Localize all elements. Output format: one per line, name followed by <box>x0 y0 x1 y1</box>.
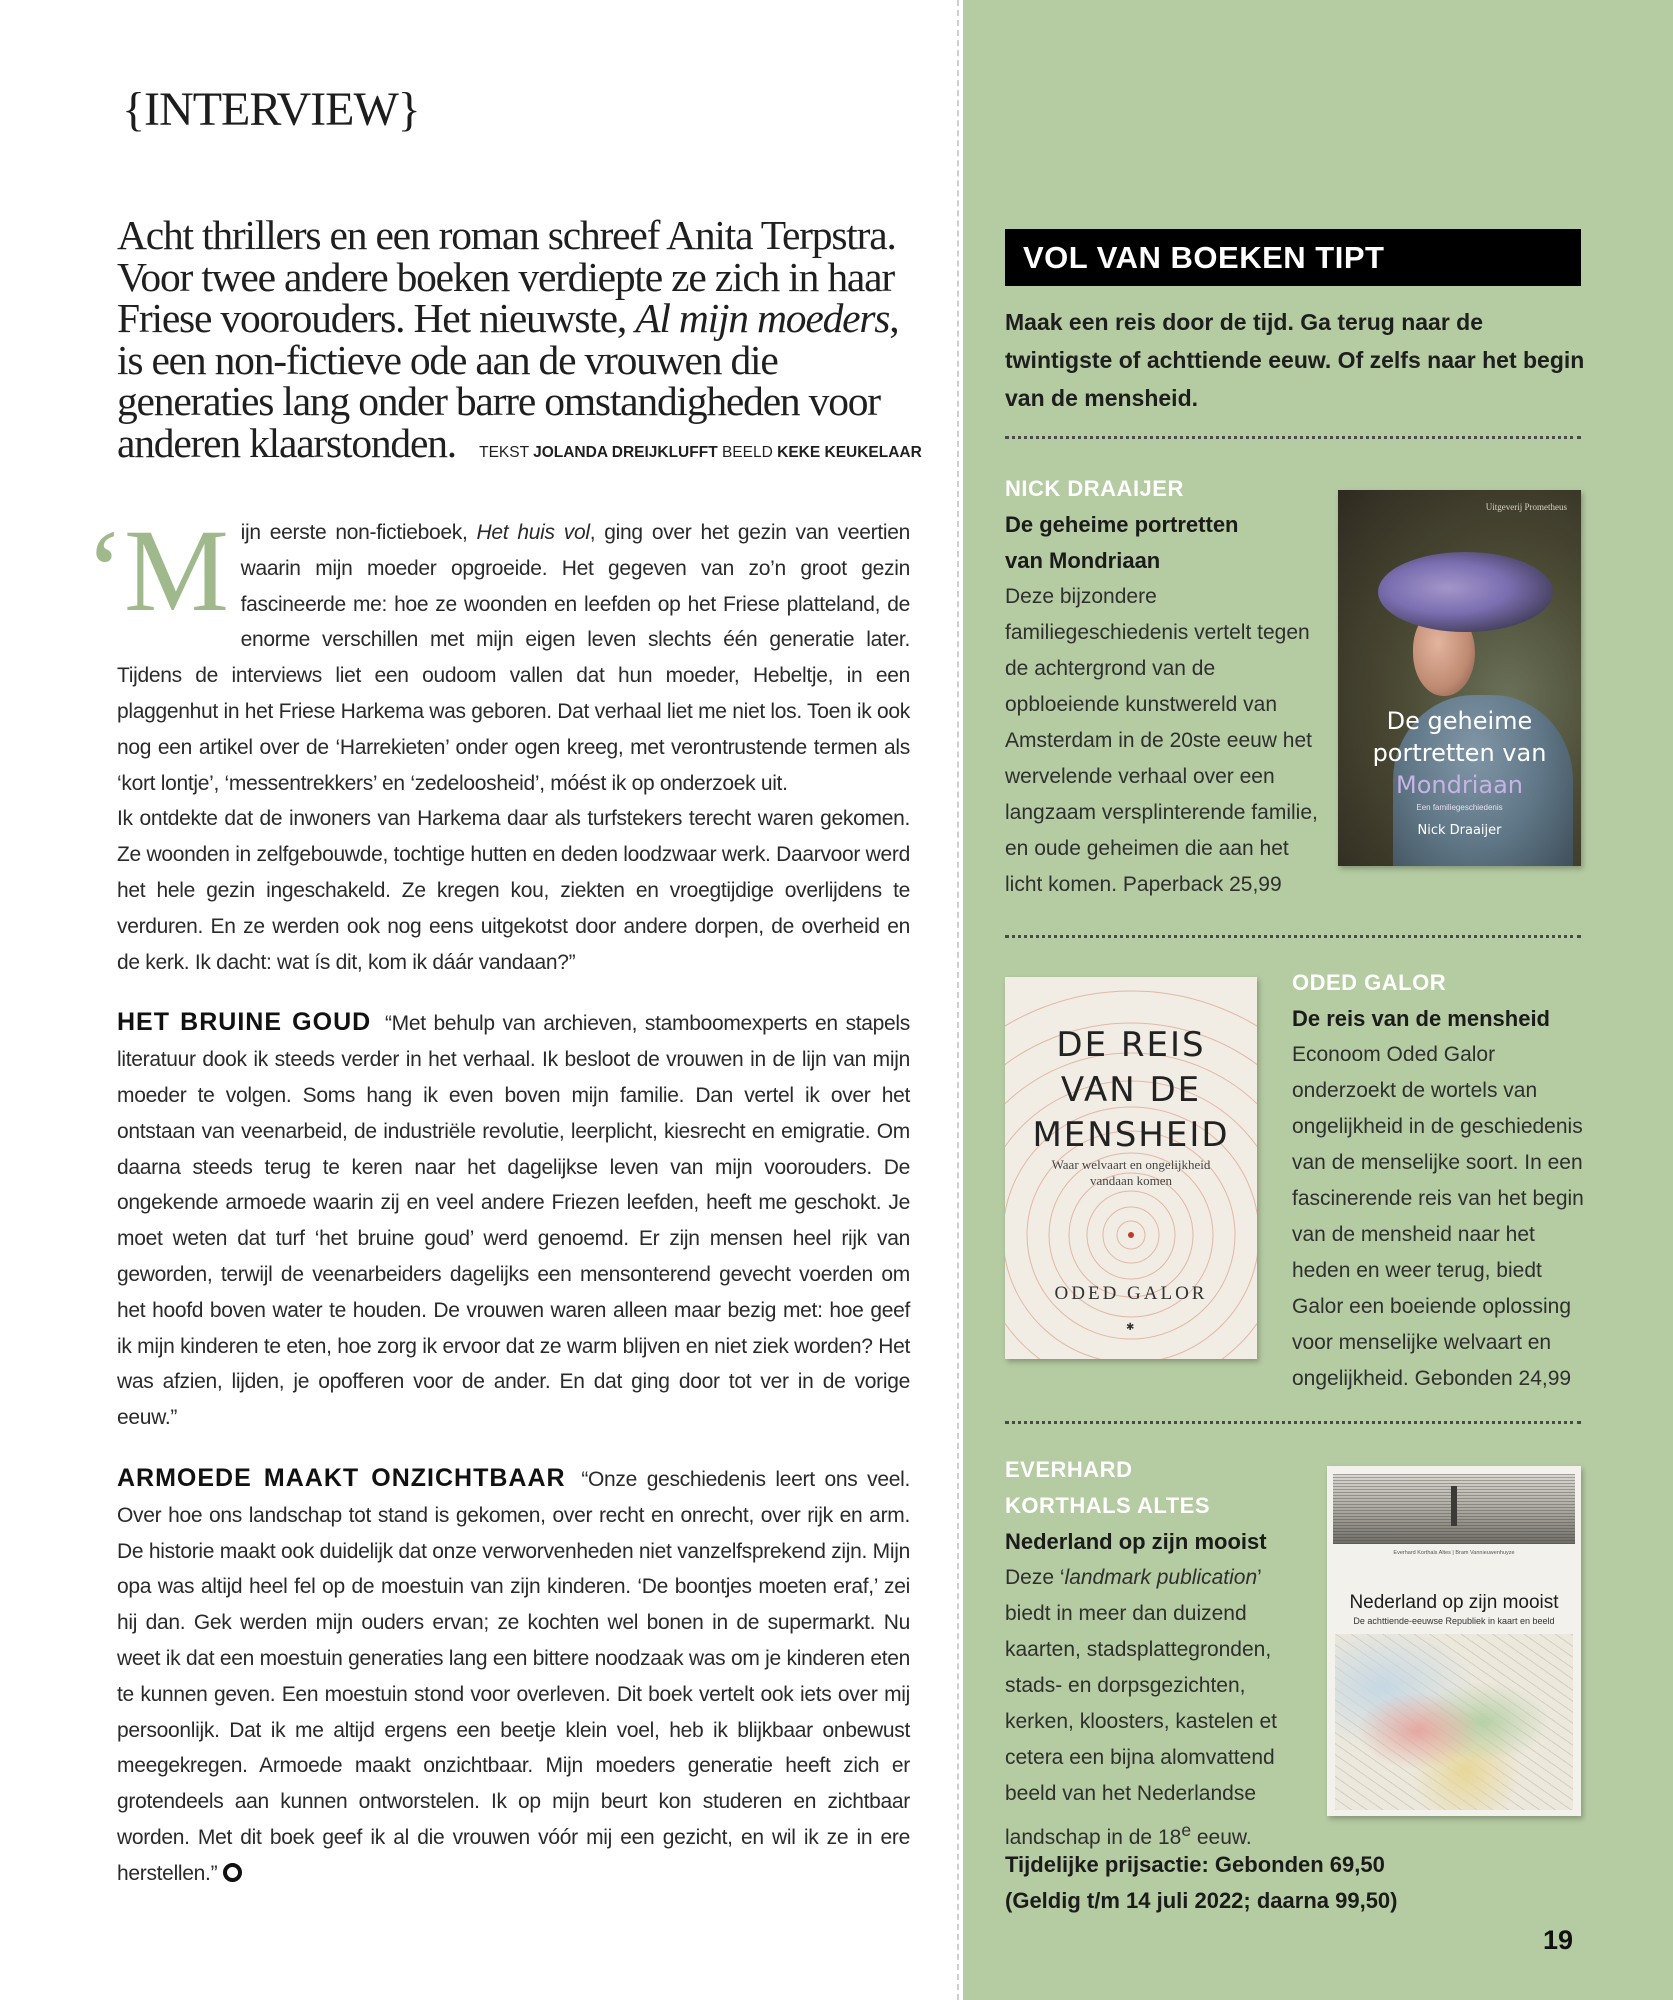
dotted-separator <box>1005 1421 1581 1424</box>
dropcap: ‘M <box>85 505 229 636</box>
cover-3-map <box>1335 1634 1573 1810</box>
credit-photo-name: KEKE KEUKELAAR <box>777 443 922 461</box>
cover-2-line1: DE REIS <box>1056 1025 1206 1065</box>
book-1-author: NICK DRAAIJER <box>1005 476 1184 501</box>
book-3-price-line2: (Geldig t/m 14 juli 2022; daarna 99,50) <box>1005 1888 1398 1913</box>
section-label: {INTERVIEW} <box>122 83 420 136</box>
book-2-description: Econoom Oded Galor onderzoekt de wortels van ongelijkheid in de geschiedenis van de menselijke soort. In een fascinerende reis van het begin van de mensheid naar het heden en weer terug, biedt Galor een boeiende oplossing voor menselijke welvaart en ongelijkheid. Gebonden 24,99 <box>1292 1043 1584 1390</box>
portrait-hat <box>1378 552 1553 632</box>
sidebar-heading: VOL VAN BOEKEN TIPT <box>1005 229 1581 286</box>
article-paragraph-3 <box>117 1005 910 1436</box>
sidebar-intro: Maak een reis door de tijd. Ga terug naar de twintigste of achttiende eeuw. Of zelfs naar het begin van de mensheid. <box>1005 309 1585 411</box>
cover-1-line2: portretten van <box>1372 739 1547 767</box>
cover-1-author: Nick Draaijer <box>1417 823 1502 838</box>
p1-book-title: Het huis vol <box>476 521 590 544</box>
book-2-title: De reis van de mensheid <box>1292 1006 1550 1031</box>
book-tip-2 <box>1292 965 1592 1397</box>
cover-1-subtitle: Een familiegeschiedenis <box>1416 803 1503 812</box>
column-divider <box>957 0 959 2000</box>
book-3-desc-after: ’ biedt in meer dan duizend kaarten, stadsplattegronden, stads- en dorpsgezichten, kerken, kloosters, kastelen et cetera een bijna alomvattend beeld van het Nederlandse landschap in de 18 <box>1005 1566 1277 1849</box>
book-3-cover <box>1327 1466 1581 1816</box>
article-body <box>85 505 911 1891</box>
subhead-armoede: ARMOEDE MAAKT ONZICHTBAAR <box>117 1463 566 1492</box>
book-tip-1 <box>1005 471 1325 903</box>
cover-2-author: ODED GALOR <box>1054 1283 1208 1304</box>
intro-text-before: Acht thrillers en een roman schreef Anita Terpstra. Voor twee andere boeken verdiepte ze zich in haar Friese voorouders. Het nieuwste, <box>117 212 896 341</box>
book-3-description <box>1005 1560 1310 1856</box>
intro-book-title: Al mijn moeders <box>635 295 890 341</box>
cover-1-line1: De geheime <box>1386 707 1533 735</box>
cover-2-subtitle-line1: Waar welvaart en ongelijkheid <box>1051 1157 1211 1172</box>
cover-1-line3: Mondriaan <box>1396 771 1523 799</box>
credit-photo-label: BEELD <box>721 443 773 461</box>
book-1-cover <box>1338 490 1581 866</box>
cover-3-etching <box>1333 1474 1575 1544</box>
book-3-desc-end: eeuw. <box>1191 1826 1252 1849</box>
cover-3-subtitle: De achttiende-eeuwse Republiek in kaart en beeld <box>1353 1616 1555 1626</box>
cover-1-publisher: Uitgeverij Prometheus <box>1485 502 1567 512</box>
publisher-bee-icon: ✱ <box>1126 1322 1135 1333</box>
church-tower-icon <box>1451 1486 1457 1526</box>
book-3-price <box>1005 1847 1585 1919</box>
credit-text-label: TEKST <box>479 443 529 461</box>
cover-2-subtitle <box>1005 1157 1257 1189</box>
book-3-desc-italic: landmark publication <box>1064 1566 1258 1589</box>
dotted-separator <box>1005 436 1581 439</box>
cover-3-title: Nederland op zijn mooist <box>1349 1592 1559 1613</box>
credits <box>479 444 922 461</box>
credit-text-name: JOLANDA DREIJKLUFFT <box>533 443 718 461</box>
cover-2-line2: VAN DE <box>1060 1070 1202 1110</box>
cover-2-title <box>1005 1023 1257 1158</box>
intro-lead <box>117 212 922 473</box>
book-3-title: Nederland op zijn mooist <box>1005 1529 1267 1554</box>
book-2-author: ODED GALOR <box>1292 970 1447 995</box>
subhead-bruine-goud: HET BRUINE GOUD <box>117 1008 372 1037</box>
book-1-description: Deze bijzondere familiegeschiedenis vertelt tegen de achtergrond van de opbloeiende kunstwereld van Amsterdam in de 20ste eeuw het wervelende verhaal over een langzaam versplinterende familie, en oude geheimen die aan het licht komen. Paperback 25,99 <box>1005 585 1318 896</box>
p1-rest: , ging over het gezin van veertien waarin mijn moeder opgroeide. Het gegeven van zo’n groot gezin fascineerde me: hoe ze woonden en leefden op het Friese platteland, de enorme verschillen met mijn eigen leven slechts één generatie later. Tijdens de interviews liet een oudoom vallen dat hun moeder, Hebeltje, in een plaggenhut in het Friese Harkema was geboren. Dat verhaal liet me niet los. Toen ik ook nog een artikel over de ‘Harrekieten’ onder ogen kreeg, met verontrustende termen als ‘kort lontje’, ‘messentrekkers’ en ‘zedeloosheid’, móést ik op onderzoek uit. <box>117 521 910 795</box>
p3-text: “Met behulp van archieven, stamboomexperts en stapels literatuur dook ik steeds verder in het verhaal. Ik besloot de vrouwen in de lijn van mijn moeder te volgen. Soms hang ik even boven mijn familie. Dan vertel ik over het ontstaan van veenarbeid, de industriële revolutie, leerplicht, kiesrecht en emigratie. Om daarna steeds terug te keren naar het dagelijkse leven van mijn voorouders. De ongekende armoede waarin zij en veel andere Friezen leefden, heeft me geschokt. Je moet weten dat turf ‘het bruine goud’ werd genoemd. Er zijn mensen heel rijk van geworden, terwijl de veenarbeiders dagelijks een mensonterend gevecht voerden om het hoofd boven water te houden. De vrouwen waren alleen maar bezig met: hoe geef ik mijn kinderen te eten, hoe zorg ik ervoor dat ze warm blijven en niet ziek worden? Het was afzien, lijden, je opofferen voor de ander. En dat ging door tot ver in de vorige eeuw.” <box>117 1012 911 1430</box>
book-1-title-line1: De geheime portretten <box>1005 512 1239 537</box>
book-3-price-line1: Tijdelijke prijsactie: Gebonden 69,50 <box>1005 1852 1385 1877</box>
book-3-author-line1: EVERHARD <box>1005 1457 1133 1482</box>
page-number: 19 <box>1543 1925 1574 1955</box>
cover-2-subtitle-line2: vandaan komen <box>1090 1173 1172 1188</box>
article-paragraph-4 <box>117 1461 910 1892</box>
book-tip-3 <box>1005 1452 1315 1856</box>
article-paragraph-2: Ik ontdekte dat de inwoners van Harkema daar als turfstekers terecht waren gekomen. Ze woonden in zelfgebouwde, tochtige hutten en deden loodzwaar werk. Daarvoor werd het hele gezin ingeschakeld. Ze kregen kou, ziekten en vroegtijdige overlijdens te verduren. En ze werden ook nog eens uitgekotst door andere dorpen, de overheid en de kerk. Ik dacht: wat ís dit, kom ik dáár vandaan?” <box>117 807 910 974</box>
end-mark-icon <box>223 1863 242 1882</box>
book-3-author-line2: KORTHALS ALTES <box>1005 1493 1210 1518</box>
cover-3-authors: Everhard Korthals Altes | Bram Vannieuwenhuyze <box>1393 1550 1515 1556</box>
cover-2-line3: MENSHEID <box>1032 1115 1230 1155</box>
book-2-cover <box>1005 977 1257 1359</box>
book-1-title-line2: van Mondriaan <box>1005 548 1161 573</box>
book-3-desc-before: Deze ‘ <box>1005 1566 1065 1589</box>
intro-text-after: , is een non-fictieve ode aan de vrouwen die generaties lang onder barre omstandigheden voor anderen klaarstonden. <box>117 295 899 466</box>
article-paragraph-1 <box>85 505 910 801</box>
p4-text: “Onze geschiedenis leert ons veel. Over hoe ons landschap tot stand is gekomen, over recht en onrecht, over rijk en arm. De historie maakt ook duidelijk dat onze verworvenheden niet vanzelfsprekend zijn. Mijn opa was altijd heel fel op de moestuin van zijn kinderen. ‘De boontjes moeten eraf,’ zei hij dan. Gek werden mijn ouders ervan; ze kochten wel bonen in de supermarkt. Nu weet ik dat een moestuin generaties lang een bittere noodzaak was om je kinderen eten te kunnen geven. Een moestuin stond voor overleven. Dit boek vertelt ook iets over mij persoonlijk. Dat ik me altijd ergens een beetje klein voel, heb ik blijkbaar onbewust meegekregen. Armoede maakt onzichtbaar. Mijn moeders generatie heeft zich er grotendeels aan kunnen ontworstelen. Ik op mijn beurt kon studeren en zichtbaar worden. Met dit boek geef ik al die vrouwen vóór mij een gezicht, en wil ik ze in ere herstellen.” <box>117 1467 911 1885</box>
book-3-desc-sup: e <box>1181 1820 1192 1840</box>
dotted-separator <box>1005 935 1581 938</box>
p1-start: ijn eerste non-fictieboek, <box>240 521 477 544</box>
